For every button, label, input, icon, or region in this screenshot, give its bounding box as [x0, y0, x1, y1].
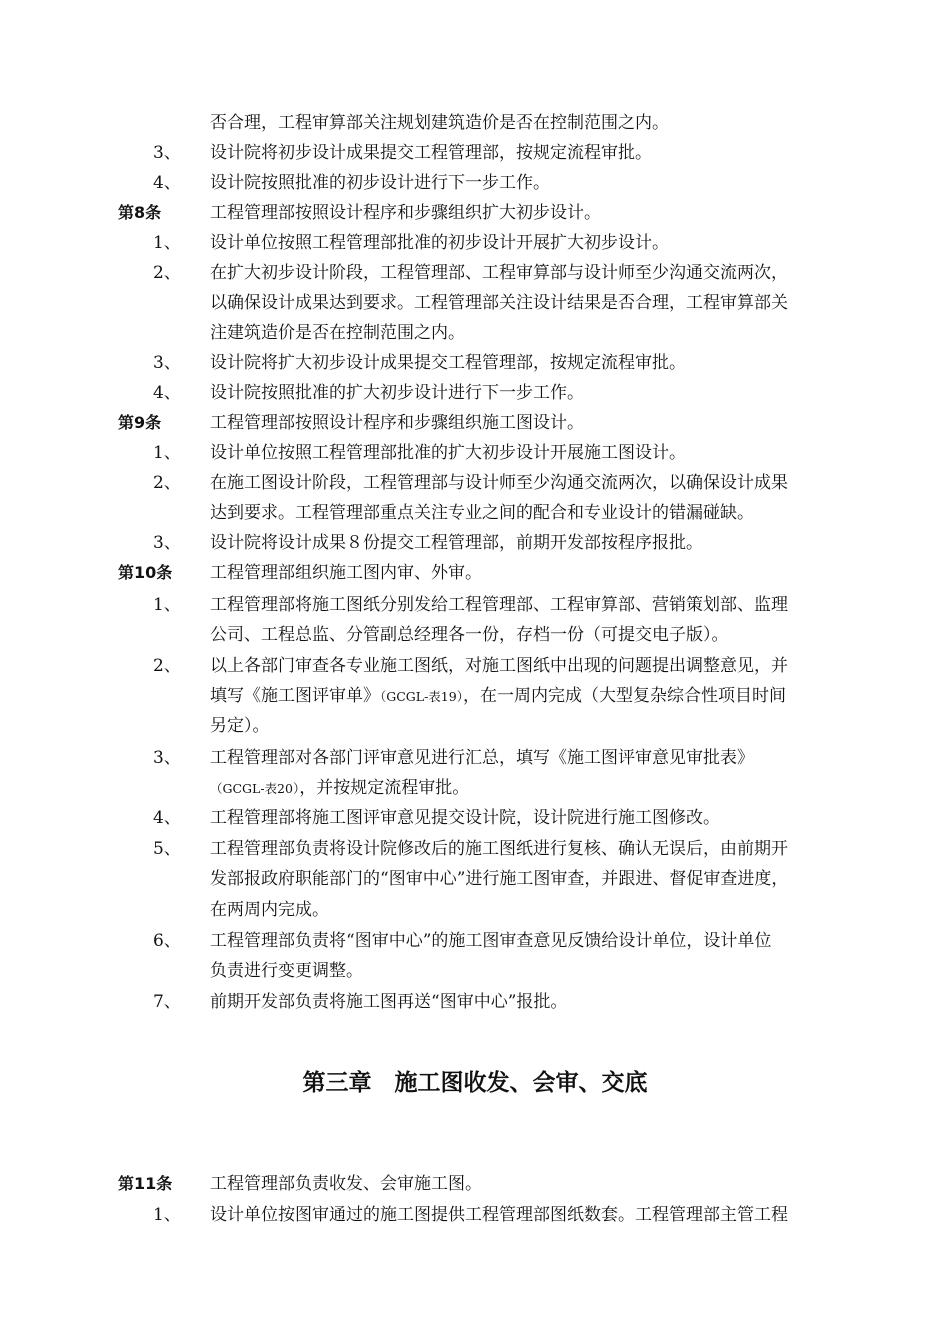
text-line [0, 895, 950, 925]
text-line [0, 956, 950, 986]
line-text: 工程管理部对各部门评审意见进行汇总，填写《施工图评审意见审批表》 [210, 748, 754, 768]
item-number: 7、 [153, 992, 181, 1012]
list-item [0, 987, 950, 1017]
list-item [0, 926, 950, 956]
item-number: 4、 [153, 808, 181, 828]
list-item [0, 1200, 950, 1230]
line-text: 设计院按照批准的初步设计进行下一步工作。 [210, 173, 550, 193]
item-number: 4、 [153, 173, 181, 193]
article-number: 第10条 [118, 563, 173, 582]
list-item [0, 138, 950, 168]
article-line [0, 198, 950, 228]
line-text: 注建筑造价是否在控制范围之内。 [210, 323, 465, 343]
item-number: 6、 [153, 931, 181, 951]
line-text-after: ，并按规定流程审批。 [299, 778, 470, 798]
list-item [0, 803, 950, 833]
line-text: 工程管理部将施工图评审意见提交设计院，设计院进行施工图修改。 [210, 808, 720, 828]
list-item [0, 528, 950, 558]
text-line [0, 108, 950, 138]
article-number: 第8条 [118, 203, 162, 222]
item-number: 3、 [153, 533, 181, 553]
item-number: 2、 [153, 656, 181, 676]
list-item [0, 378, 950, 408]
item-number: 1、 [153, 443, 181, 463]
line-text: 在扩大初步设计阶段，工程管理部、工程审算部与设计师至少沟通交流两次， [210, 263, 788, 283]
item-number: 2、 [153, 473, 181, 493]
item-number: 3、 [153, 143, 181, 163]
line-text [210, 681, 786, 712]
line-text: 工程管理部按照设计程序和步骤组织扩大初步设计。 [210, 203, 601, 223]
form-code: （GCGL-表19） [380, 689, 463, 704]
list-item [0, 651, 950, 681]
item-number: 2、 [153, 263, 181, 283]
line-text: 设计单位按图审通过的施工图提供工程管理部图纸数套。工程管理部主管工程 [210, 1205, 788, 1225]
article-line [0, 408, 950, 438]
list-item [0, 168, 950, 198]
chapter-heading: 第三章 施工图收发、会审、交底 [302, 1070, 648, 1096]
line-text: 否合理，工程审算部关注规划建筑造价是否在控制范围之内。 [210, 113, 669, 133]
list-item [0, 438, 950, 468]
line-text: 负责进行变更调整。 [210, 961, 363, 981]
text-line [0, 711, 950, 741]
line-text: 工程管理部负责将“图审中心”的施工图审查意见反馈给设计单位，设计单位 [210, 931, 772, 951]
line-text: 设计院按照批准的扩大初步设计进行下一步工作。 [210, 383, 584, 403]
line-text: 在两周内完成。 [210, 900, 329, 920]
text-line [0, 498, 950, 528]
item-number: 1、 [153, 595, 181, 615]
line-text: 工程管理部组织施工图内审、外审。 [210, 563, 482, 583]
line-text [210, 773, 469, 804]
line-text: 工程管理部按照设计程序和步骤组织施工图设计。 [210, 413, 584, 433]
article-number: 第11条 [118, 1174, 173, 1193]
list-item [0, 468, 950, 498]
article-number: 第9条 [118, 413, 162, 432]
line-text: 设计单位按照工程管理部批准的扩大初步设计开展施工图设计。 [210, 443, 686, 463]
line-text: 设计院将设计成果８份提交工程管理部，前期开发部按程序报批。 [210, 533, 703, 553]
item-number: 4、 [153, 383, 181, 403]
line-text: 设计单位按照工程管理部批准的初步设计开展扩大初步设计。 [210, 233, 669, 253]
line-text-main: 填写《施工图评审单》 [210, 686, 380, 706]
item-number: 5、 [153, 839, 181, 859]
list-item [0, 834, 950, 864]
list-item [0, 743, 950, 773]
line-text: 发部报政府职能部门的“图审中心”进行施工图审查，并跟进、督促审查进度， [210, 869, 789, 889]
list-item [0, 228, 950, 258]
text-line [0, 318, 950, 348]
list-item [0, 590, 950, 620]
article-line [0, 558, 950, 588]
form-code: （GCGL-表20） [210, 781, 300, 796]
list-item [0, 348, 950, 378]
list-item [0, 258, 950, 288]
line-text-after: ，在一周内完成（大型复杂综合性项目时间 [462, 686, 786, 706]
text-line [0, 288, 950, 318]
text-line [0, 864, 950, 894]
text-line [0, 620, 950, 650]
line-text: 达到要求。工程管理部重点关注专业之间的配合和专业设计的错漏碰缺。 [210, 503, 754, 523]
line-text: 工程管理部负责收发、会审施工图。 [210, 1174, 482, 1194]
line-text: 工程管理部将施工图纸分别发给工程管理部、工程审算部、营销策划部、监理 [210, 595, 788, 615]
item-number: 1、 [153, 1205, 181, 1225]
line-text: 工程管理部负责将设计院修改后的施工图纸进行复核、确认无误后，由前期开 [210, 839, 788, 859]
item-number: 3、 [153, 748, 181, 768]
line-text: 公司、工程总监、分管副总经理各一份，存档一份（可提交电子版）。 [210, 625, 729, 645]
line-text: 在施工图设计阶段，工程管理部与设计师至少沟通交流两次，以确保设计成果 [210, 473, 788, 493]
line-text: 前期开发部负责将施工图再送“图审中心”报批。 [210, 992, 568, 1012]
line-text: 设计院将扩大初步设计成果提交工程管理部，按规定流程审批。 [210, 353, 686, 373]
line-text: 另定）。 [210, 716, 270, 736]
line-text: 以确保设计成果达到要求。工程管理部关注设计结果是否合理，工程审算部关 [210, 293, 788, 313]
text-line [0, 773, 950, 803]
item-number: 3、 [153, 353, 181, 373]
line-text: 设计院将初步设计成果提交工程管理部，按规定流程审批。 [210, 143, 652, 163]
article-line [0, 1169, 950, 1199]
item-number: 1、 [153, 233, 181, 253]
text-line [0, 681, 950, 711]
line-text: 以上各部门审查各专业施工图纸，对施工图纸中出现的问题提出调整意见，并 [210, 656, 788, 676]
